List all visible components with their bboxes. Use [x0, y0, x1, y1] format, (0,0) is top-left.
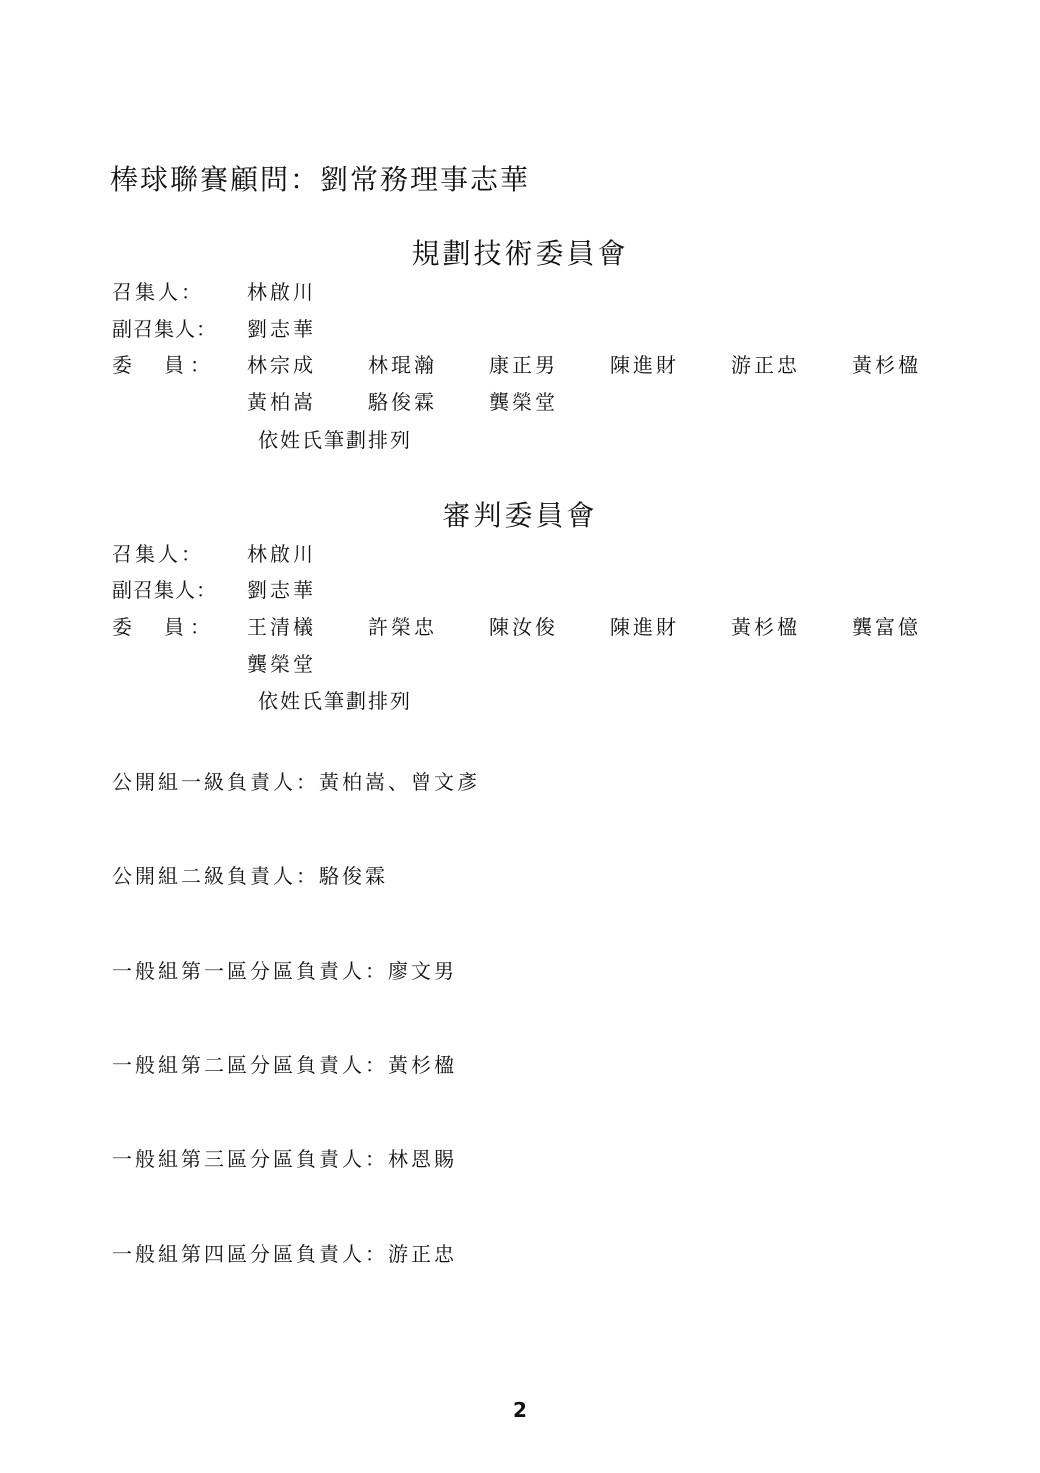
planning-committee-title: 規劃技術委員會	[411, 237, 629, 270]
planning-member: 林琨瀚	[368, 353, 437, 377]
umpire-member: 陳進財	[610, 615, 679, 639]
planning-member: 龔榮堂	[489, 390, 558, 414]
responsible-line: 公開組二級負責人：駱俊霖	[112, 864, 388, 888]
planning-convener: 林啟川	[247, 280, 316, 304]
responsible-line: 一般組第四區分區負責人：游正忠	[112, 1242, 457, 1266]
planning-member: 游正忠	[731, 353, 800, 377]
umpire-member: 陳汝俊	[489, 615, 558, 639]
umpire-member: 許榮忠	[368, 615, 437, 639]
umpire-deputy: 劉志華	[247, 578, 316, 602]
planning-member: 康正男	[489, 353, 558, 377]
planning-sort-note: 依姓氏筆劃排列	[258, 428, 412, 452]
planning-member: 黃柏嵩	[247, 390, 316, 414]
umpire-members-label: 委 員：	[112, 615, 216, 639]
planning-deputy-label: 副召集人：	[112, 317, 217, 341]
umpire-deputy-label: 副召集人：	[112, 578, 217, 602]
umpire-member: 龔榮堂	[247, 652, 316, 676]
planning-member: 林宗成	[247, 353, 316, 377]
planning-member: 駱俊霖	[368, 390, 437, 414]
umpire-member: 王清檥	[247, 615, 316, 639]
responsible-line: 公開組一級負責人：黃柏嵩、曾文彥	[112, 770, 480, 794]
planning-member: 陳進財	[610, 353, 679, 377]
advisor-line: 棒球聯賽顧問：劉常務理事志華	[110, 163, 531, 196]
umpire-convener-label: 召集人：	[112, 542, 204, 566]
responsible-line: 一般組第一區分區負責人：廖文男	[112, 959, 457, 983]
planning-member: 黃杉楹	[852, 353, 921, 377]
planning-convener-label: 召集人：	[112, 280, 204, 304]
umpire-member: 黃杉楹	[731, 615, 800, 639]
responsible-line: 一般組第二區分區負責人：黃杉楹	[112, 1053, 457, 1077]
planning-deputy: 劉志華	[247, 317, 316, 341]
umpire-committee-title: 審判委員會	[442, 499, 598, 532]
umpire-convener: 林啟川	[247, 542, 316, 566]
responsible-line: 一般組第三區分區負責人：林恩賜	[112, 1147, 457, 1171]
page-number: 2	[513, 1398, 527, 1422]
umpire-sort-note: 依姓氏筆劃排列	[258, 689, 412, 713]
umpire-member: 龔富億	[852, 615, 921, 639]
planning-members-label: 委 員：	[112, 353, 216, 377]
